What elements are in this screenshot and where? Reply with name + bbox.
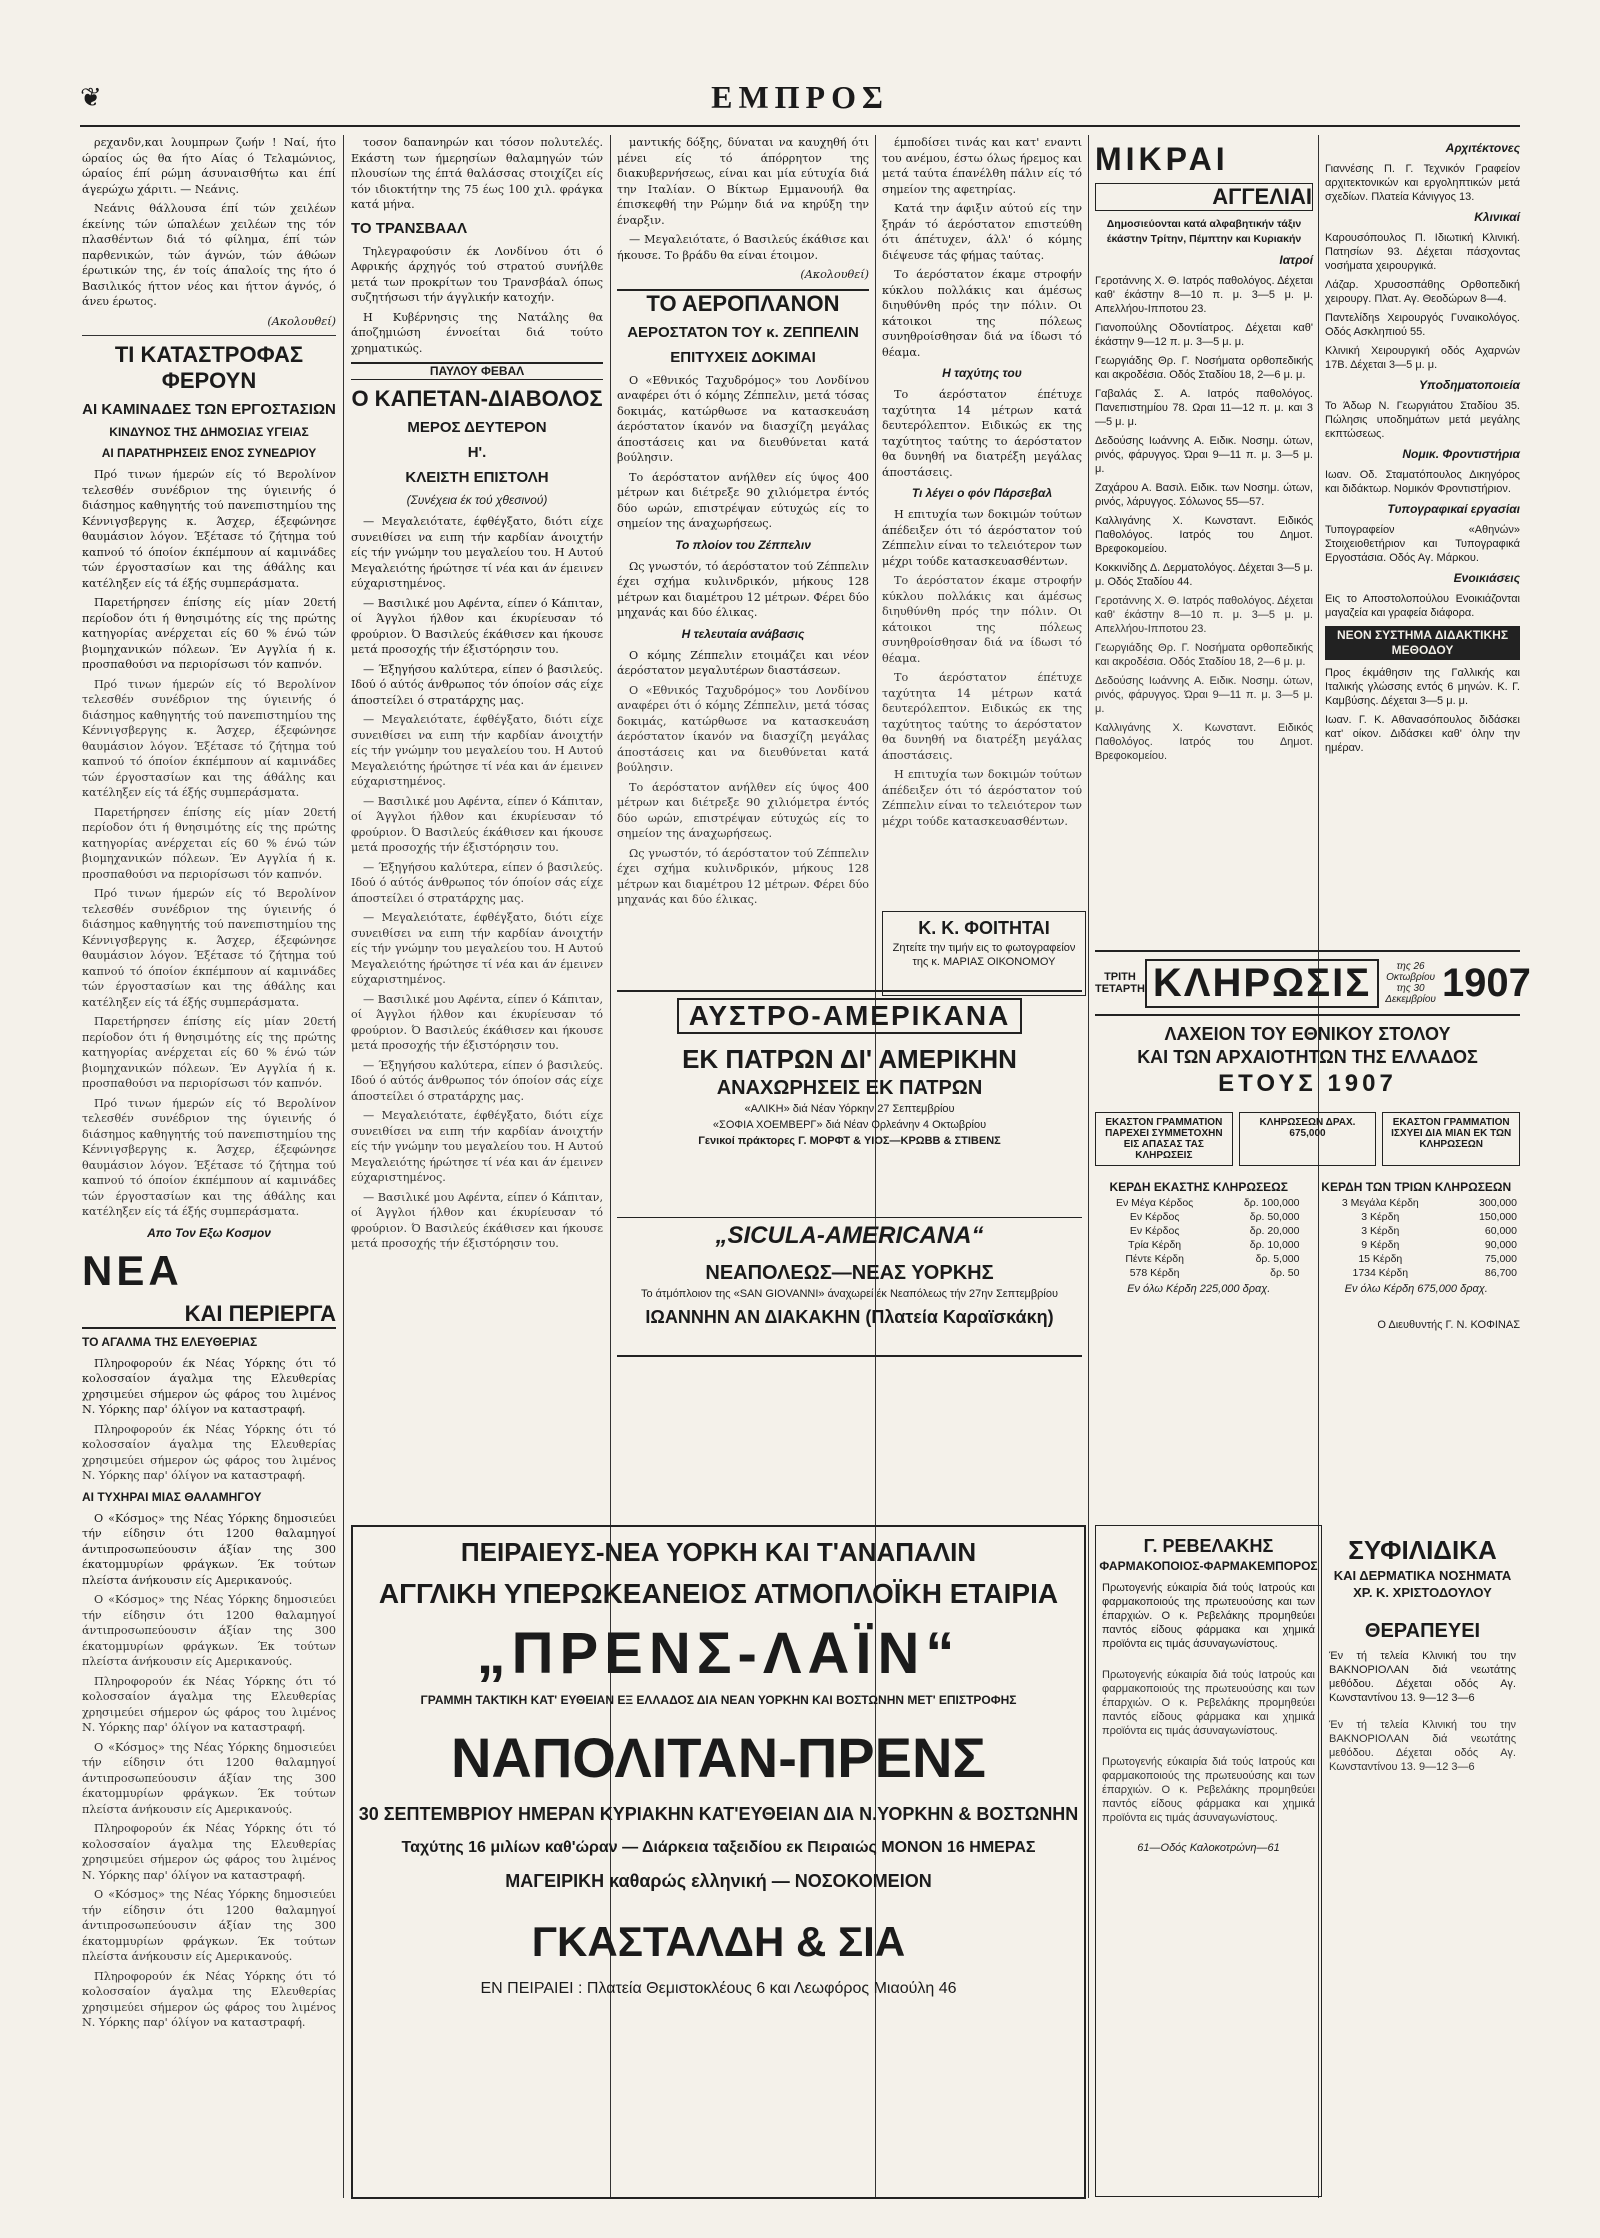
article-text: ρεχανδν,και λουμπρων ζωήν ! Ναί, ήτο ώραίος ώς θα ήτο Αίας ό Τελαμώνιος, ώραίος έπί ρώμη άσυναισθήτω και έπί άγερώχω χάριτι. — Νεάνις. bbox=[82, 136, 336, 196]
article-text: — Μεγαλειότατε, έφθέγξατο, διότι είχε συνειθίσει να ειπη τήν καρδίαν άνοιχτήν είς τήν γνώμην του μεγαλείου του. Η Αυτού Μεγαλειότης ήρώτησε τί νέα και άν έμεινεν εύχαριστημένος. bbox=[351, 515, 603, 590]
prize-amount: 300,000 bbox=[1479, 1197, 1517, 1209]
article-text: — Μεγαλειότατε, έφθέγξατο, διότι είχε συνειθίσει να ειπη τήν καρδίαν άνοιχτήν είς τήν γνώμην του μεγαλείου του. Η Αυτού Μεγαλειότης ήρώτησε τί νέα και άν έμεινεν εύχαριστημένος. bbox=[351, 1109, 603, 1184]
lottery-date: της 26 Οκτωβρίου bbox=[1386, 961, 1436, 983]
subheadline: Το πλοίον του Ζέππελιν bbox=[675, 537, 811, 552]
headline: ΑΙ ΚΑΜΙΝΑΔΕΣ ΤΩΝ ΕΡΓΟΣΤΑΣΙΩΝ bbox=[82, 401, 336, 418]
ad-text: ΙΩΑΝΝΗΝ ΑΝ ΔΙΑΚΑΚΗΝ (Πλατεία Καραϊσκάκη) bbox=[645, 1307, 1054, 1327]
article-text: Πληροφορούν έκ Νέας Υόρκης ότι τό κολοσσαίον άγαλμα της Ελευθερίας χρησιμεύει σήμερον ώς φάρος του λιμένος Ν. Υόρκης παρ' όλίγον να καταστραφή. bbox=[82, 1356, 336, 1416]
ad-subtitle: ΧΡ. Κ. ΧΡΙΣΤΟΔΟΥΛΟΥ bbox=[1353, 1585, 1492, 1600]
classified-entry: Κοκκινίδης Δ. Δερματολόγος. Δέχεται 3—5 μ. μ. Οδός Σταδίου 44. bbox=[1095, 562, 1313, 588]
column-4 bbox=[882, 135, 1082, 898]
prize-amount: δρ. 5,000 bbox=[1255, 1253, 1300, 1265]
column-3 bbox=[617, 135, 869, 963]
classified-entry: Τυπογραφείον «Αθηνών» Στοιχειοθετήριον και Τυπογραφικά Εργοστάσια. Οδός Αγ. Μάρκου. bbox=[1325, 524, 1520, 564]
prize-row bbox=[1313, 1210, 1521, 1224]
prize-label: 1734 Κέρδη bbox=[1352, 1267, 1409, 1279]
serial-note: (Συνέχεια έκ τού χθεσινού) bbox=[406, 493, 548, 507]
classified-entry: Γεροτάννης Χ. Θ. Ιατρός παθολόγος. Δέχεται καθ' έκάστην 8—10 π. μ. 3—5 μ. μ. Απελλήου-Ιπποτου 23. bbox=[1095, 275, 1313, 315]
article-text: Το άερόστατον έκαμε στροφήν κύκλου πολλάκις και άμέσως διηυθύνθη πρός την πόλιν. Οι κάτοικοι της πόλεως συνηθροίσθησαν διά να ίδωσι τό θέαμα. bbox=[882, 574, 1082, 665]
article-text: Νεάνις θάλλουσα έπί τών χειλέων έκείνης τών ώπαλέων χειλέων της τόν πλασθέντων διά τό φίλημα, έπί τών παρθενικών, τών άγνών, τών άθώων έρωτικών της, έν τοίς άπαλοίς της ήτο ό Βασιλικός ήττον νέος και ήττον άγνός, ό άνευ έρωτος. bbox=[82, 202, 336, 308]
article-text: Η επιτυχία των δοκιμών τούτων άπέδειξεν ότι τό άερόστατον τού Ζέππελιν είναι το τελειότερον των μέχρι τούδε κατασκευασθέντων. bbox=[882, 768, 1082, 828]
article-text: Πρό τινων ήμερών είς τό Βερολίνον τελεσθέν συνέδριον της ύγιεινής ό διάσημος καθηγητής τού πανεπιστημίου της Κέννιγσβεργης κ. Άσχερ, έξεφώνησε θαυμάσιον λόγον. Έξέτασε τό ζήτημα τού καπνού τό όποίον έκπέμπουν αί καμινάδες τών έργοστασίων και της άθάλης και κατέληξεν είς τά έξής συμπεράσματα. bbox=[82, 1096, 336, 1218]
classified-entry: Γεωργιάδης Θρ. Γ. Νοσήματα ορθοπεδικής και ακροδέσια. Οδός Σταδίου 18, 2—6 μ. μ. bbox=[1095, 355, 1313, 381]
ad-text: Το άτμόπλοιον της «SAN GIOVANNI» άναχωρεί έκ Νεαπόλεως τήν 27ην Σεπτεμβρίου bbox=[640, 1288, 1059, 1300]
author-byline: ΠΑΥΛΟΥ ΦΕΒΑΛ bbox=[351, 362, 603, 380]
article-text: Ο «Κόσμος» της Νέας Υόρκης δημοσιεύει τήν είδησιν ότι 1200 θαλαμηγοί άντιπροσωπεύουσιν άξίαν της 300 έκατομμυρίων φράγκων. Έκ τούτων πλείστα άνήκουσιν είς Αμερικανούς. bbox=[82, 1593, 336, 1668]
ad-title: ΓΚΑΣΤΑΛΔΗ & ΣΙΑ bbox=[531, 1918, 906, 1965]
prize-row bbox=[1313, 1252, 1521, 1266]
subheadline: Τι λέγει ο φόν Πάρσεβαλ bbox=[911, 486, 1053, 500]
classifieds-section: Υποδηματοποιεία bbox=[1419, 378, 1520, 392]
article-text: Κατά την άφιξιν αύτού είς την ξηράν τό άερόστατον επιστεύθη ότι άπέτυχεν, άλλ' ό κόμης διέψευσε τάς φήμας ταύτας. bbox=[882, 202, 1082, 262]
article-text: — Βασιλικέ μου Αφέντα, είπεν ό Κάπιταν, οί Άγγλοι ήλθον και έκυρίευσαν τό φρούριον. Ό Βασιλεύς έκάθισεν και ήκουσε μετά προσοχής τήν έξιστόρησιν του. bbox=[351, 992, 603, 1052]
article-text: — Έξηγήσου καλύτερα, είπεν ό βασιλεύς. Ιδού ό αύτός άνθρωπος τόν όποίον σάς είχε άποστείλει ό στρατάρχης μας. bbox=[351, 860, 603, 905]
article-text: — Βασιλικέ μου Αφέντα, είπεν ό Κάπιταν, οί Άγγλοι ήλθον και έκυρίευσαν τό φρούριον. Ό Βασιλεύς έκάθισεν και ήκουσε μετά προσοχής τήν έξιστόρησιν του. bbox=[351, 1190, 603, 1250]
prize-amount: δρ. 100,000 bbox=[1243, 1197, 1300, 1209]
classified-entry: Ζαχάρου Α. Βασιλ. Ειδικ. των Νοσημ. ώτων, ρινός, λάρυγγος. Σόλωνος 55—57. bbox=[1095, 482, 1313, 508]
ad-text: Έν τή τελεία Κλινική του την ΒΑΚΝΟΡΙΟΛΑΝ διά νεωτάτης μεθόδου. Δέχεται οδός Αγ. Κωνσταντίνου 13. 9—12 3—6 bbox=[1329, 1650, 1516, 1704]
prize-label: Εν Μέγα Κέρδος bbox=[1115, 1197, 1194, 1209]
article-text: έμποδίσει τινάς και κατ' εναντι του ανέμου, έστω όλως ήρεμος και μετά ταύτα έπανέλθη πάλιν είς τό σημείον της αφετηρίας. bbox=[882, 136, 1082, 196]
classified-entry: Γιαννέσης Π. Γ. Τεχνικόν Γραφείον αρχιτεκτονικών και εργοληπτικών μετά σχεδίων. Πλατεία Κάνιγγος 13. bbox=[1325, 163, 1520, 203]
ad-text: Πρωτογενής εύκαιρία διά τούς Ιατρούς και φαρμακοποιούς της πρωτευούσης και των έπαρχιών. Ο κ. Ρεβελάκης προμηθεύει παντός είδους φάρμακα και χημικά προϊόντα εις τιμάς άσυναγωνίστους. bbox=[1102, 1756, 1315, 1824]
article-text: — Έξηγήσου καλύτερα, είπεν ό βασιλεύς. Ιδού ό αύτός άνθρωπος τόν όποίον σάς είχε άποστείλει ό στρατάρχης μας. bbox=[351, 662, 603, 707]
right-classifieds bbox=[1325, 135, 1520, 938]
classifieds-title: ΜΙΚΡΑΙ bbox=[1095, 141, 1229, 177]
lottery-day: ΤΡΙΤΗ bbox=[1104, 971, 1136, 983]
serial-chapter-title: ΚΛΕΙΣΤΗ ΕΠΙΣΤΟΛΗ bbox=[405, 469, 549, 486]
article-text: Η Κυβέρνησις της Νατάλης θα άποζημιώση έννοείται διά τούτο χρηματικώς. bbox=[351, 310, 603, 355]
lottery-year: 1907 bbox=[1441, 960, 1531, 1005]
article-text: Ο «Κόσμος» της Νέας Υόρκης δημοσιεύει τήν είδησιν ότι 1200 θαλαμηγοί άντιπροσωπεύουσιν άξίαν της 300 έκατομμυρίων φράγκων. Έκ τούτων πλείστα άνήκουσιν είς Αμερικανούς. bbox=[82, 1511, 336, 1587]
prize-table bbox=[1313, 1196, 1521, 1280]
continued-note: (Ακολουθεί) bbox=[800, 268, 869, 281]
headline: ΤΟ ΑΕΡΟΠΛΑΝΟΝ bbox=[617, 289, 869, 317]
classified-entry: Εις το Αποστολοπούλου Ενοικιάζονται μαγαζεία και γραφεία διάφορα. bbox=[1325, 593, 1520, 619]
serial-title: Ο ΚΑΠΕΤΑΝ-ΔΙΑΒΟΛΟΣ bbox=[351, 386, 603, 411]
prize-label: Τρία Κέρδη bbox=[1128, 1239, 1182, 1251]
lottery-box: ΕΚΑΣΤΟΝ ΓΡΑΜΜΑΤΙΟΝ ΠΑΡΕΧΕΙ ΣΥΜΜΕΤΟΧΗΝ ΕΙΣ ΑΠΑΣΑΣ ΤΑΣ ΚΛΗΡΩΣΕΙΣ bbox=[1095, 1112, 1233, 1166]
subheadline: Η ταχύτης του bbox=[942, 366, 1022, 380]
article-text: Το άερόστατον έπέτυχε ταχύτητα 14 μέτρων κατά δευτερόλεπτον. Ειδικώς εκ της ταχύτητος ταύτης το άερόστατον θα δυνηθή να διατρέξη μεγάλας άποστάσεις. bbox=[882, 671, 1082, 762]
ad-title: Γ. ΡΕΒΕΛΑΚΗΣ bbox=[1143, 1536, 1274, 1556]
ad-title: Κ. Κ. ΦΟΙΤΗΤΑΙ bbox=[918, 918, 1050, 938]
column-rule bbox=[1088, 135, 1089, 2198]
article-text: — Μεγαλειότατε, ό Βασιλεύς έκάθισε και ήκουσε. Το βράδυ θα είναι έτοιμον. bbox=[617, 233, 869, 262]
prize-label: 578 Κέρδη bbox=[1129, 1267, 1180, 1279]
classified-entry: Παντελίδηs Χειρουργός Γυναικολόγος. Οδός Ασκληπιού 55. bbox=[1325, 312, 1520, 338]
prize-amount: δρ. 10,000 bbox=[1249, 1239, 1300, 1251]
article-text: Παρετήρησεν έπίσης είς μίαν 20ετή περίοδον ότι ή θνησιμότης είς της πρώτης κατηγορίας ανέρχεται είς 60 % ένώ τών βιομηχανικών πόλεων. Έν Αγγλία ή κ. προσπαθούσι να περιορίσωσι τόν καπνόν. bbox=[82, 596, 336, 671]
column-rule bbox=[343, 135, 344, 2198]
classifieds-banner: ΝΕΟΝ ΣΥΣΤΗΜΑ ΔΙΔΑΚΤΙΚΗΣ ΜΕΘΟΔΟΥ bbox=[1325, 626, 1520, 660]
article-text: — Μεγαλειότατε, έφθέγξατο, διότι είχε συνειθίσει να ειπη τήν καρδίαν άνοιχτήν είς τήν γνώμην του μεγαλείου του. Η Αυτού Μεγαλειότης ήρώτησε τί νέα και άν έμεινεν εύχαριστημένος. bbox=[351, 911, 603, 986]
ad-address: 61—Οδός Καλοκοτρώνη—61 bbox=[1137, 1842, 1280, 1854]
subheadline: ΑΙ ΤΥΧΗΡΑΙ ΜΙΑΣ ΘΑΛΑΜΗΓΟΥ bbox=[82, 1489, 262, 1504]
masthead bbox=[80, 75, 1520, 127]
prize-label: 15 Κέρδη bbox=[1358, 1253, 1403, 1265]
section-divider: Απο Τον Εξω Κοσμον bbox=[147, 1225, 271, 1240]
prize-row bbox=[1313, 1266, 1521, 1280]
ad-title: ΑΥΣΤΡΟ-ΑΜΕΡΙΚΑΝΑ bbox=[677, 998, 1022, 1034]
ad-text: «ΑΛΙΚΗ» διά Νέαν Υόρκην 27 Σεπτεμβρίου bbox=[744, 1103, 955, 1115]
article-text: Πληροφορούν έκ Νέας Υόρκης ότι τό κολοσσαίον άγαλμα της Ελευθερίας χρησιμεύει σήμερον ώς φάρος του λιμένος Ν. Υόρκης παρ' όλίγον να καταστραφή. bbox=[82, 1969, 336, 2029]
section-title: ΝΕΑ bbox=[82, 1246, 183, 1294]
ad-text: ΓΡΑΜΜΗ ΤΑΚΤΙΚΗ ΚΑΤ' ΕΥΘΕΙΑΝ ΕΞ ΕΛΛΑΔΟΣ ΔΙΑ ΝΕΑΝ ΥΟΡΚΗΝ ΚΑΙ ΒΟΣΤΩΝΗΝ ΜΕΤ' ΕΠΙΣΤΡΟΦΗΣ bbox=[420, 1693, 1017, 1707]
article-text: Το άερόστατον ανήλθεν είς ύψος 400 μέτρων και διέτρεξε 90 χιλιόμετρα έντός δύο ωρών, επιστρέψαν εύτυχώς είς το σημείον της άναχωρήσεως. bbox=[617, 780, 869, 840]
lottery-signature: Ο Διευθυντής Γ. Ν. ΚΟΦΙΝΑΣ bbox=[1377, 1319, 1520, 1331]
article-text: Παρετήρησεν έπίσης είς μίαν 20ετή περίοδον ότι ή θνησιμότης είς της πρώτης κατηγορίας ανέρχεται είς 60 % ένώ τών βιομηχανικών πόλεων. Έν Αγγλία ή κ. προσπαθούσι να περιορίσωσι τόν καπνόν. bbox=[82, 805, 336, 881]
lottery-date: της 30 Δεκεμβρίου bbox=[1385, 983, 1436, 1005]
classified-entry: Γιανοπούλης Οδοντίατρος. Δέχεται καθ' έκάστην 9—12 π. μ. 3—5 μ. μ. bbox=[1095, 322, 1313, 348]
article-text: Η επιτυχία των δοκιμών τούτων άπέδειξεν ότι τό άερόστατον τού Ζέππελιν είναι το τελειότερον των μέχρι τούδε κατασκευασθέντων. bbox=[882, 508, 1082, 568]
serial-chapter: Η'. bbox=[467, 444, 487, 461]
ornament-icon: ❦ bbox=[80, 83, 102, 113]
ad-text: Πρωτογενής εύκαιρία διά τούς Ιατρούς και φαρμακοποιούς της πρωτευούσης και των έπαρχιών. Ο κ. Ρεβελάκης προμηθεύει παντός είδους φάρμακα και χημικά προϊόντα εις τιμάς άσυναγωνίστους. bbox=[1102, 1669, 1315, 1737]
prize-label: Εν Κέρδος bbox=[1129, 1225, 1180, 1237]
article-text: — Βασιλικέ μου Αφέντα, είπεν ό Κάπιταν, οί Άγγλοι ήλθον και έκυρίευσαν τό φρούριον. Ό Βασιλεύς έκάθισεν και ήκουσε μετά προσοχής τήν έξιστόρησιν του. bbox=[351, 794, 603, 854]
classifieds-section: Ιατροί bbox=[1279, 253, 1313, 267]
prize-row bbox=[1095, 1210, 1303, 1224]
ad-text: Πρωτογενής εύκαιρία διά τούς Ιατρούς και φαρμακοποιούς της πρωτευούσης και των έπαρχιών. Ο κ. Ρεβελάκης προμηθεύει παντός είδους φάρμακα και χημικά προϊόντα εις τιμάς άσυναγωνίστους. bbox=[1102, 1582, 1315, 1650]
ad-text: Ζητείτε την τιμήν εις το φωτογραφείον της κ. ΜΑΡΙΑΣ ΟΙΚΟΝΟΜΟΥ bbox=[892, 942, 1076, 968]
prize-label: Εν Κέρδος bbox=[1129, 1211, 1180, 1223]
article-text: Παρετήρησεν έπίσης είς μίαν 20ετή περίοδον ότι ή θνησιμότης είς της πρώτης κατηγορίας ανέρχεται είς 60 % ένώ τών βιομηχανικών πόλεων. Έν Αγγλία ή κ. προσπαθούσι να περιορίσωσι τόν καπνόν. bbox=[82, 1015, 336, 1090]
prize-row bbox=[1095, 1266, 1303, 1280]
article-text: Το άερόστατον ανήλθεν είς ύψος 400 μέτρων και διέτρεξε 90 χιλιόμετρα έντός δύο ωρών, επιστρέψαν εύτυχώς είς το σημείον της άναχωρήσεως. bbox=[617, 470, 869, 530]
ad-text: «ΣΟΦΙΑ ΧΟΕΜΒΕΡΓ» διά Νέαν Ορλεάνην 4 Οκτωβρίου bbox=[712, 1119, 987, 1131]
classified-entry: Γεροτάννης Χ. Θ. Ιατρός παθολόγος. Δέχεται καθ' έκάστην 8—10 π. μ. 3—5 μ. μ. Απελλήου-Ιπποτου 23. bbox=[1095, 595, 1313, 635]
ad-subtitle: ΑΝΑΧΩΡΗΣΕΙΣ ΕΚ ΠΑΤΡΩΝ bbox=[716, 1077, 983, 1099]
article-text: Ο «Εθνικός Ταχυδρόμος» του Λονδίνου αναφέρει ότι ό κόμης Ζέππελιν, μετά τόσας δοκιμάς, κατώρθωσε να κατασκευάση άερόστατον ίκανόν να διασχίζη μεγάλας άποστάσεις και να διευθύνεται κατά βούλησιν. bbox=[617, 683, 869, 774]
prize-row bbox=[1095, 1238, 1303, 1252]
classifieds-section: Τυπογραφικαί εργασίαι bbox=[1387, 502, 1520, 516]
ad-subtitle: ΦΑΡΜΑΚΟΠΟΙΟΣ-ΦΑΡΜΑΚΕΜΠΟΡΟΣ bbox=[1099, 1559, 1318, 1573]
article-text: Ο «Κόσμος» της Νέας Υόρκης δημοσιεύει τήν είδησιν ότι 1200 θαλαμηγοί άντιπροσωπεύουσιν άξίαν της 300 έκατομμυρίων φράγκων. Έκ τούτων πλείστα άνήκουσιν είς Αμερικανούς. bbox=[82, 1740, 336, 1816]
classifieds-intro: Δημοσιεύονται κατά αλφαβητικήν τάξιν έκάστην Τρίτην, Πέμπτην και Κυριακήν bbox=[1106, 218, 1302, 245]
classified-entry: Γεωργιάδης Θρ. Γ. Νοσήματα ορθοπεδικής και ακροδέσια. Οδός Σταδίου 18, 2—6 μ. μ. bbox=[1095, 642, 1313, 668]
classifieds-column bbox=[1095, 135, 1313, 938]
ad-text: ΜΑΓΕΙΡΙΚΗ καθαρώς ελληνική — ΝΟΣΟΚΟΜΕΙΟΝ bbox=[505, 1871, 932, 1891]
ad-title: „SICULA-AMERICANA“ bbox=[715, 1222, 984, 1249]
subheadline: ΕΠΙΤΥΧΕΙΣ ΔΟΚΙΜΑΙ bbox=[670, 348, 816, 366]
headline: ΤΙ ΚΑΤΑΣΤΡΟΦΑΣ ΦΕΡΟΥΝ bbox=[114, 342, 304, 393]
article-text: Πληροφορούν έκ Νέας Υόρκης ότι τό κολοσσαίον άγαλμα της Ελευθερίας χρησιμεύει σήμερον ώς φάρος του λιμένος Ν. Υόρκης παρ' όλίγον να καταστραφή. bbox=[82, 1822, 336, 1882]
classified-entry: Καρουσόπουλος Π. Ιδιωτική Κλινική. Πατησίων 93. Δέχεται πάσχοντας νοσήματα χειρουργικά. bbox=[1325, 232, 1520, 272]
prize-amount: δρ. 50 bbox=[1270, 1267, 1300, 1279]
classified-entry: Το Άδωρ Ν. Γεωργιάτου Σταδίου 35. Πώλησις υποδημάτων μετά μεγάλης εκπτώσεως. bbox=[1325, 400, 1520, 440]
subheadline: ΤΟ ΑΓΑΛΜΑ ΤΗΣ ΕΛΕΥΘΕΡΙΑΣ bbox=[82, 1334, 258, 1349]
headline: ΤΟ ΤΡΑΝΣΒΑΑΛ bbox=[351, 219, 467, 237]
classifieds-title: ΑΓΓΕΛΙΑΙ bbox=[1095, 183, 1313, 211]
austro-americana-ad bbox=[617, 990, 1082, 1218]
section-title: ΚΑΙ ΠΕΡΙΕΡΓΑ bbox=[82, 1301, 336, 1329]
ad-title: „ΠΡΕΝΣ-ΛΑΪΝ“ bbox=[476, 1621, 961, 1686]
subheadline: ΚΙΝΔΥΝΟΣ ΤΗΣ ΔΗΜΟΣΙΑΣ ΥΓΕΙΑΣ bbox=[109, 425, 309, 439]
article-text: — Μεγαλειότατε, έφθέγξατο, διότι είχε συνειθίσει να ειπη τήν καρδίαν άνοιχτήν είς τήν γνώμην του μεγαλείου του. Η Αυτού Μεγαλειότης ήρώτησε τί νέα και άν έμεινεν εύχαριστημένος. bbox=[351, 713, 603, 788]
continued-note: (Ακολουθεί) bbox=[267, 314, 336, 328]
headline: ΑΕΡΟΣΤΑΤΟΝ ΤΟΥ κ. ΖΕΠΠΕΛΙΝ bbox=[627, 323, 859, 341]
classified-entry: Δεδούσης Ιωάννης Α. Ειδικ. Νοσημ. ώτων, ρινός, φάρυγγος. Ώραι 9—11 π. μ. 3—5 μ. μ. bbox=[1095, 435, 1313, 475]
classifieds-section: Ενοικιάσεις bbox=[1453, 571, 1520, 585]
classified-entry: Κλινική Χειρουργική οδός Αχαρνών 17Β. Δέχεται 3—5 μ. μ. bbox=[1325, 345, 1520, 371]
classified-entry: Ιωαν. Οδ. Σταματόπουλος Δικηγόρος και διδάκτωρ. Νομικόν Φροντιστήριον. bbox=[1325, 469, 1520, 495]
article-text: Ο κόμης Ζέππελιν ετοιμάζει και νέον άερόστατον μεγαλυτέρων διαστάσεων. bbox=[617, 648, 869, 677]
pharmacy-ad bbox=[1095, 1525, 1322, 2197]
prize-row bbox=[1095, 1224, 1303, 1238]
article-text: Ως γνωστόν, τό άερόστατον τού Ζέππελιν έχει σχήμα κυλινδρικόν, μήκους 128 μέτρων και διαμέτρου 12 μέτρων. Φέρει δύο μηχανάς και δύο έλικας. bbox=[617, 559, 869, 619]
ad-text: 30 ΣΕΠΤΕΜΒΡΙΟΥ ΗΜΕΡΑΝ ΚΥΡΙΑΚΗΝ ΚΑΤ'ΕΥΘΕΙΑΝ ΔΙΑ Ν.ΥΟΡΚΗΝ & ΒΟΣΤΩΝΗΝ bbox=[358, 1804, 1079, 1824]
students-ad bbox=[882, 911, 1086, 996]
classified-entry: Γαβαλάς Σ. Α. Ιατρός παθολόγος. Πανεπιστημίου 78. Ωραι 11—12 π. μ. και 3—5 μ. μ. bbox=[1095, 388, 1313, 428]
article-text: Πρό τινων ήμερών είς τό Βερολίνον τελεσθέν συνέδριον της ύγιεινής ό διάσημος καθηγητής τού πανεπιστημίου της Κέννιγσβεργης κ. Άσχερ, έξεφώνησε θαυμάσιον λόγον. Έξέτασε τό ζήτημα τού καπνού τό όποίον έκπέμπουν αί καμινάδες τών έργοστασίων και της άθάλης και κατέληξεν είς τά έξής συμπεράσματα. bbox=[82, 887, 336, 1009]
prize-label: 3 Κέρδη bbox=[1361, 1225, 1400, 1237]
prize-amount: δρ. 50,000 bbox=[1249, 1211, 1300, 1223]
article-text: Το άερόστατον έπέτυχε ταχύτητα 14 μέτρων κατά δευτερόλεπτον. Ειδικώς εκ της ταχύτητος ταύτης το άερόστατον θα δυνηθή να διατρέξη μεγάλας άποστάσεις. bbox=[882, 388, 1082, 479]
classified-entry: Προς έκμάθησιν της Γαλλικής και Ιταλικής γλώσσης εντός 6 μηνών. Κ. Γ. Καμβύσης. Δέχεται 3—5 μ. μ. bbox=[1325, 667, 1520, 707]
classified-entry: Καλλιγάνης Χ. Κωνσταντ. Ειδικός Παθολόγος. Ιατρός του Δημοτ. Βρεφοκομείου. bbox=[1095, 722, 1313, 762]
article-text: Ο «Κόσμος» της Νέας Υόρκης δημοσιεύει τήν είδησιν ότι 1200 θαλαμηγοί άντιπροσωπεύουσιν άξίαν της 300 έκατομμυρίων φράγκων. Έκ τούτων πλείστα άνήκουσιν είς Αμερικανούς. bbox=[82, 1888, 336, 1963]
sicula-americana-ad bbox=[617, 1220, 1082, 1357]
article-text: Πρό τινων ήμερών είς τό Βερολίνον τελεσθέν συνέδριον της ύγιεινής ό διάσημος καθηγητής τού πανεπιστημίου της Κέννιγσβεργης κ. Άσχερ, έξεφώνησε θαυμάσιον λόγον. Έξέτασε τό ζήτημα τού καπνού τό όποίον έκπέμπουν αί καμινάδες τών έργοστασίων και της άθάλης και κατέληξεν είς τά έξής συμπεράσματα. bbox=[82, 677, 336, 799]
ad-text: Γενικοί πράκτορες Γ. ΜΟΡΦΤ & ΥΙΟΣ—ΚΡΩΒΒ & ΣΤΙΒΕΝΣ bbox=[698, 1135, 1001, 1147]
prize-total: Εν όλω Κέρδη 675,000 δραχ. bbox=[1344, 1283, 1488, 1295]
column-1 bbox=[82, 135, 336, 2198]
ad-text: ΕΝ ΠΕΙΡΑΙΕΙ : Πλατεία Θεμιστοκλέους 6 και Λεωφόρος Μιαούλη 46 bbox=[480, 1980, 957, 1997]
classifieds-section: Αρχιτέκτονες bbox=[1445, 141, 1520, 155]
ad-title: ΑΓΓΛΙΚΗ ΥΠΕΡΩΚΕΑΝΕΙΟΣ ΑΤΜΟΠΛΟΪΚΗ ΕΤΑΙΡΙΑ bbox=[378, 1578, 1059, 1609]
prize-row bbox=[1313, 1196, 1521, 1210]
prize-amount: 86,700 bbox=[1484, 1267, 1517, 1279]
clinic-ad bbox=[1325, 1525, 1520, 2195]
ad-text: Έν τή τελεία Κλινική του την ΒΑΚΝΟΡΙΟΛΑΝ διά νεωτάτης μεθόδου. Δέχεται οδός Αγ. Κωνσταντίνου 13. 9—12 3—6 bbox=[1329, 1719, 1516, 1773]
ad-subtitle: ΝΕΑΠΟΛΕΩΣ—ΝΕΑΣ ΥΟΡΚΗΣ bbox=[705, 1262, 994, 1284]
ad-subtitle: ΚΑΙ ΔΕΡΜΑΤΙΚΑ ΝΟΣΗΜΑΤΑ bbox=[1333, 1568, 1512, 1583]
article-text: — Βασιλικέ μου Αφέντα, είπεν ό Κάπιταν, οί Άγγλοι ήλθον και έκυρίευσαν τό φρούριον. Ό Βασιλεύς έκάθισεν και ήκουσε μετά προσοχής τήν έξιστόρησιν του. bbox=[351, 596, 603, 656]
column-2 bbox=[351, 135, 603, 1518]
ad-title: ΠΕΙΡΑΙΕΥΣ-ΝΕΑ ΥΟΡΚΗ ΚΑΙ Τ'ΑΝΑΠΑΛΙΝ bbox=[460, 1537, 977, 1567]
ad-title: ΘΕΡΑΠΕΥΕΙ bbox=[1364, 1620, 1481, 1642]
newspaper-title: ΕΜΠΡΟΣ bbox=[711, 79, 889, 115]
classified-entry: Ιωαν. Γ. Κ. Αθανασόπουλος διδάσκει κατ' οίκον. Διδάσκει καθ' όλην την ημέραν. bbox=[1325, 714, 1520, 754]
lottery-subtitle: ΚΑΙ ΤΩΝ ΑΡΧΑΙΟΤΗΤΩΝ ΤΗΣ ΕΛΛΑΔΟΣ bbox=[1137, 1047, 1478, 1067]
article-text: μαντικής δόξης, δύναται να καυχηθή ότι μένει είς τό άπόρρητον της διακυβερνήσεως, είναι και μία εύτυχία διά την Ιταλίαν. Ο Βίκτωρ Εμμανουήλ θα έπισκεφθή την Ρώμην διά να κηρύξη την έναρξιν. bbox=[617, 136, 869, 227]
article-text: Ο «Εθνικός Ταχυδρόμος» του Λονδίνου αναφέρει ότι ό κόμης Ζέππελιν, μετά τόσας δοκιμάς, κατώρθωσε να κατασκευάση άερόστατον ίκανόν να διασχίζη μεγάλας άποστάσεις και να διευθύνεται κατά βούλησιν. bbox=[617, 373, 869, 464]
lottery-box: ΕΚΑΣΤΟΝ ΓΡΑΜΜΑΤΙΟΝ ΙΣΧΥΕΙ ΔΙΑ ΜΙΑΝ ΕΚ ΤΩΝ ΚΛΗΡΩΣΕΩΝ bbox=[1382, 1112, 1520, 1166]
subheadline: ΑΙ ΠΑΡΑΤΗΡΗΣΕΙΣ ΕΝΟΣ ΣΥΝΕΔΡΙΟΥ bbox=[101, 446, 317, 460]
article-text: Πρό τινων ήμερών είς τό Βερολίνον τελεσθέν συνέδριον της ύγιεινής ό διάσημος καθηγητής τού πανεπιστημίου της Κέννιγσβεργης κ. Άσχερ, έξεφώνησε θαυμάσιον λόγον. Έξέτασε τό ζήτημα τού καπνού τό όποίον έκπέμπουν αί καμινάδες τών έργοστασίων και της άθάλης και κατέληξεν είς τά έξής συμπεράσματα. bbox=[82, 468, 336, 590]
lottery-day: ΤΕΤΑΡΤΗ bbox=[1095, 983, 1145, 995]
article-text: Ως γνωστόν, τό άερόστατον τού Ζέππελιν έχει σχήμα κυλινδρικόν, μήκους 128 μέτρων και διαμέτρου 12 μέτρων. Φέρει δύο μηχανάς και δύο έλικας. bbox=[617, 846, 869, 906]
prize-label: 3 Κέρδη bbox=[1361, 1211, 1400, 1223]
prize-table bbox=[1095, 1196, 1303, 1280]
prize-row bbox=[1095, 1252, 1303, 1266]
ad-title: ΣΥΦΙΛΙΔΙΚΑ bbox=[1348, 1535, 1497, 1565]
prince-line-ad bbox=[351, 1525, 1086, 2199]
lottery-subtitle: ΕΤΟΥΣ 1907 bbox=[1218, 1070, 1397, 1097]
subheadline: Η τελευταία ανάβασις bbox=[681, 626, 805, 641]
prize-amount: 75,000 bbox=[1484, 1253, 1517, 1265]
classified-entry: Δεδούσης Ιωάννης Α. Ειδικ. Νοσημ. ώτων, ρινός, φάρυγγος. Ώραι 9—11 π. μ. 3—5 μ. μ. bbox=[1095, 675, 1313, 715]
lottery-title: ΚΛΗΡΩΣΙΣ bbox=[1145, 959, 1379, 1008]
article-text: τοσον δαπανηρών και τόσον πολυτελές. Εκάστη των ήμερησίων θαλαμηγών τών πλουσίων της έπτά θαλάσσας στοιχίζει είς τόν ιδιοκτήτην της 75 έως 100 χιλ. φράγκα κατά μήνα. bbox=[351, 136, 603, 211]
ad-text: Ταχύτης 16 μιλίων καθ'ώραν — Διάρκεια ταξειδίου εκ Πειραιώς ΜΟΝΟΝ 16 ΗΜΕΡΑΣ bbox=[401, 1839, 1036, 1856]
article-text: Πληροφορούν έκ Νέας Υόρκης ότι τό κολοσσαίον άγαλμα της Ελευθερίας χρησιμεύει σήμερον ώς φάρος του λιμένος Ν. Υόρκης παρ' όλίγον να καταστραφή. bbox=[82, 1422, 336, 1482]
lottery-box: ΚΛΗΡΩΣΕΩΝ ΔΡΑΧ. 675,000 bbox=[1239, 1112, 1377, 1166]
article-text: — Έξηγήσου καλύτερα, είπεν ό βασιλεύς. Ιδού ό αύτός άνθρωπος τόν όποίον σάς είχε άποστείλει ό στρατάρχης μας. bbox=[351, 1058, 603, 1103]
ad-title: ΝΑΠΟΛΙΤΑΝ-ΠΡΕΝΣ bbox=[450, 1726, 987, 1789]
prize-table-title: ΚΕΡΔΗ ΕΚΑΣΤΗΣ ΚΛΗΡΩΣΕΩΣ bbox=[1109, 1180, 1288, 1194]
classifieds-section: Κλινικαί bbox=[1474, 210, 1520, 224]
classified-entry: Λάζαρ. Χρυσοσπάθης Ορθοπεδική χειρουργ. Πλατ. Αγ. Θεοδώρων 8—4. bbox=[1325, 279, 1520, 305]
classifieds-section: Νομικ. Φροντιστήρια bbox=[1402, 447, 1520, 461]
prize-row bbox=[1095, 1196, 1303, 1210]
serial-part: ΜΕΡΟΣ ΔΕΥΤΕΡΟΝ bbox=[407, 419, 547, 436]
lottery-subtitle: ΛΑΧΕΙΟΝ ΤΟΥ ΕΘΝΙΚΟΥ ΣΤΟΛΟΥ bbox=[1164, 1024, 1451, 1044]
prize-label: 3 Μεγάλα Κέρδη bbox=[1341, 1197, 1419, 1209]
ad-subtitle: ΕΚ ΠΑΤΡΩΝ ΔΙ' ΑΜΕΡΙΚΗΝ bbox=[682, 1044, 1017, 1074]
prize-table-title: ΚΕΡΔΗ ΤΩΝ ΤΡΙΩΝ ΚΛΗΡΩΣΕΩΝ bbox=[1321, 1180, 1512, 1194]
prize-label: 9 Κέρδη bbox=[1361, 1239, 1400, 1251]
prize-label: Πέντε Κέρδη bbox=[1125, 1253, 1184, 1265]
prize-total: Εν όλω Κέρδη 225,000 δραχ. bbox=[1127, 1283, 1271, 1295]
article-text: Πληροφορούν έκ Νέας Υόρκης ότι τό κολοσσαίον άγαλμα της Ελευθερίας χρησιμεύει σήμερον ώς φάρος του λιμένος Ν. Υόρκης παρ' όλίγον να καταστραφή. bbox=[82, 1674, 336, 1734]
prize-row bbox=[1313, 1238, 1521, 1252]
prize-amount: 150,000 bbox=[1479, 1211, 1517, 1223]
prize-amount: δρ. 20,000 bbox=[1249, 1225, 1300, 1237]
prize-row bbox=[1313, 1224, 1521, 1238]
lottery-ad bbox=[1095, 950, 1531, 1490]
prize-amount: 60,000 bbox=[1484, 1225, 1517, 1237]
article-text: Το άερόστατον έκαμε στροφήν κύκλου πολλάκις και άμέσως διηυθύνθη πρός την πόλιν. Οι κάτοικοι της πόλεως συνηθροίσθησαν διά να ίδωσι τό θέαμα. bbox=[882, 268, 1082, 359]
prize-amount: 90,000 bbox=[1484, 1239, 1517, 1251]
article-text: Τηλεγραφούσιν έκ Λονδίνου ότι ό Αφρικής άρχηγός τού στρατού συνήλθε μετά των προκρίτων του Τρανσβάαλ όπως συζητήσωσι τήν άγγλικήν κατοχήν. bbox=[351, 244, 603, 304]
classified-entry: Καλλιγάνης Χ. Κωνσταντ. Ειδικός Παθολόγος. Ιατρός του Δημοτ. Βρεφοκομείου. bbox=[1095, 515, 1313, 555]
